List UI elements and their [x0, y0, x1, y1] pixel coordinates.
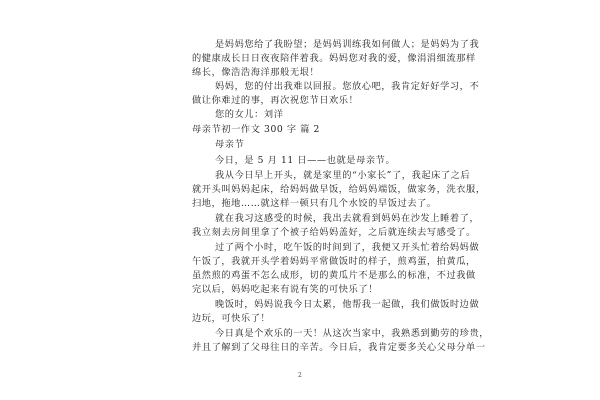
paragraph-line: 妈妈，您的付出我难以回报。您放心吧，我肯定好好学习，不: [215, 81, 480, 92]
paragraph-line: 我立刻去房间里拿了个被子给妈妈盖好，之后就连续去写感受了。: [192, 227, 476, 238]
paragraph-line: 今日真是个欢乐的一天！从这次当家中，我熟悉到勤劳的珍贵，: [215, 328, 490, 339]
paragraph-line: 做让你难过的事，再次祝您节日欢乐！: [192, 95, 359, 106]
signature-line: 您的女儿：刘洋: [215, 109, 284, 120]
paragraph-line: 边玩，可快乐了！: [192, 313, 271, 324]
paragraph-line: 虽然煎的鸡蛋不怎么成形，切的黄瓜片不是那么的标准，不过我做: [192, 270, 476, 281]
paragraph-line: 午饭了，我就开头学着妈妈平常做饭时的样子，煎鸡蛋，拍黄瓜，: [192, 256, 476, 267]
paragraph-line: 绵长，像浩浩海洋那般无垠！: [192, 67, 320, 78]
paragraph-line: 并且了解到了父母往日的辛苦。今日后，我肯定要多关心父母分单一: [192, 342, 486, 353]
paragraph-line: 过了两个小时，吃午饭的时间到了，我便又开头忙着给妈妈做: [215, 242, 480, 253]
paragraph-line: 今日，是 5 月 11 日——也就是母亲节。: [215, 155, 396, 166]
page-number: 2: [298, 372, 302, 379]
paragraph-line: 是妈妈您给了我盼望；是妈妈训练我如何做人；是妈妈为了我: [215, 39, 480, 50]
paragraph-line: 就开头叫妈妈起床，给妈妈做早饭，给妈妈端饭，做家务，洗衣服，: [192, 184, 486, 195]
paragraph-line: 晚饭时，妈妈说我今日太累，他帮我一起做，我们做饭时边做: [215, 299, 480, 310]
paragraph-line: 完以后，妈妈吃起来有说有笑的可快乐了！: [192, 284, 378, 295]
paragraph-line: 的健康成长日日夜夜陪伴着我。妈妈您对我的爱，像涓涓细流那样: [192, 53, 476, 64]
paragraph-line: 我从今日早上开头，就是家里的“小家长”了，我起床了之后: [215, 170, 471, 181]
paragraph-line: 就在我习这感受的时候，我出去就看到妈妈在沙发上睡着了，: [215, 213, 480, 224]
section-title: 母亲节初一作文 300 字 篇 2: [192, 124, 320, 135]
essay-title: 母亲节: [215, 139, 245, 150]
paragraph-line: 扫地，拖地……就这样一顿只有几个水饺的早饭过去了。: [192, 198, 437, 209]
